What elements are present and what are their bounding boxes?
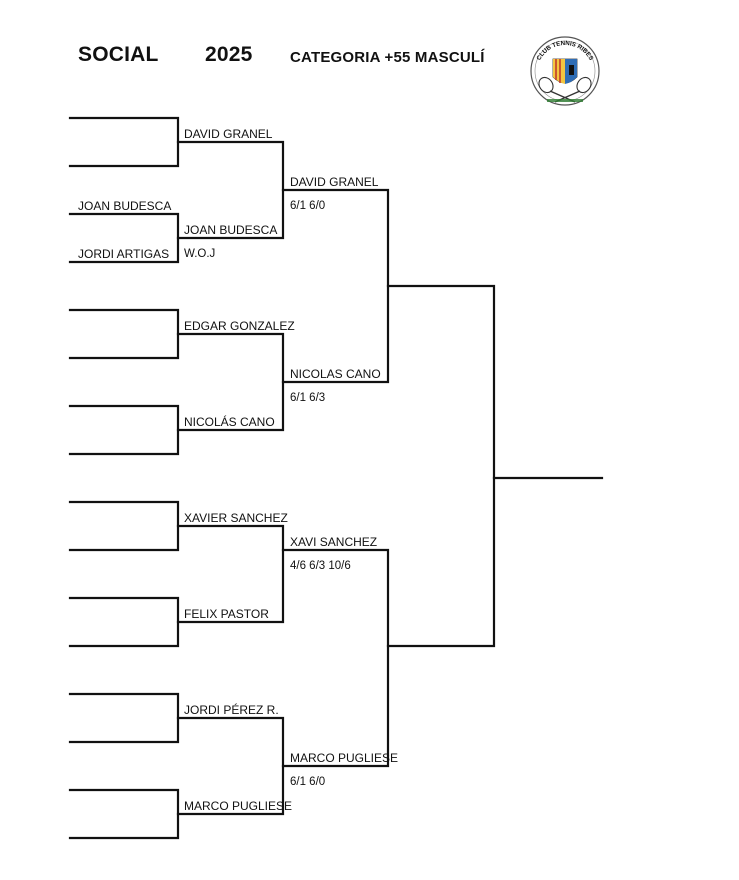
r1-bracket-7: [70, 694, 178, 742]
r2-player-6: FELIX PASTOR: [184, 607, 269, 621]
qf-player-1: DAVID GRANEL: [290, 175, 379, 189]
r1-bracket-4: [70, 406, 178, 454]
r1-player-joan-budesca: JOAN BUDESCA: [78, 199, 172, 213]
sf-bracket: [388, 286, 494, 646]
qf-score-3: 4/6 6/3 10/6: [290, 560, 351, 572]
category-label: CATEGORIA +55 MASCULÍ: [290, 49, 485, 66]
r2-score-2: W.O.J: [184, 248, 216, 260]
r1-bracket-1: [70, 118, 178, 166]
qf-bracket-1: [283, 190, 388, 382]
qf-score-4: 6/1 6/0: [290, 776, 326, 788]
r2-player-4: NICOLÁS CANO: [184, 415, 275, 429]
page-title: SOCIAL: [78, 43, 159, 66]
qf-score-1: 6/1 6/0: [290, 200, 326, 212]
qf-player-2: NICOLAS CANO: [290, 367, 381, 381]
qf-bracket-2: [283, 550, 388, 766]
r2-player-2: JOAN BUDESCA: [184, 223, 278, 237]
r2-player-5: XAVIER SANCHEZ: [184, 511, 288, 525]
r1-bracket-8: [70, 790, 178, 838]
r1-player-jordi-artigas: JORDI ARTIGAS: [78, 247, 170, 261]
qf-player-3: XAVI SANCHEZ: [290, 535, 378, 549]
r2-player-3: EDGAR GONZALEZ: [184, 319, 295, 333]
r2-player-7: JORDI PÉREZ R.: [184, 703, 279, 717]
r2-player-1: DAVID GRANEL: [184, 127, 273, 141]
logo-text: CLUB TENNIS RIBES: [535, 39, 595, 62]
r1-bracket-5: [70, 502, 178, 550]
r1-bracket-3: [70, 310, 178, 358]
season-year: 2025: [205, 43, 253, 66]
qf-score-2: 6/1 6/3: [290, 392, 326, 404]
qf-player-4: MARCO PUGLIESE: [290, 751, 399, 765]
r2-player-8: MARCO PUGLIESE: [184, 799, 293, 813]
r1-bracket-6: [70, 598, 178, 646]
